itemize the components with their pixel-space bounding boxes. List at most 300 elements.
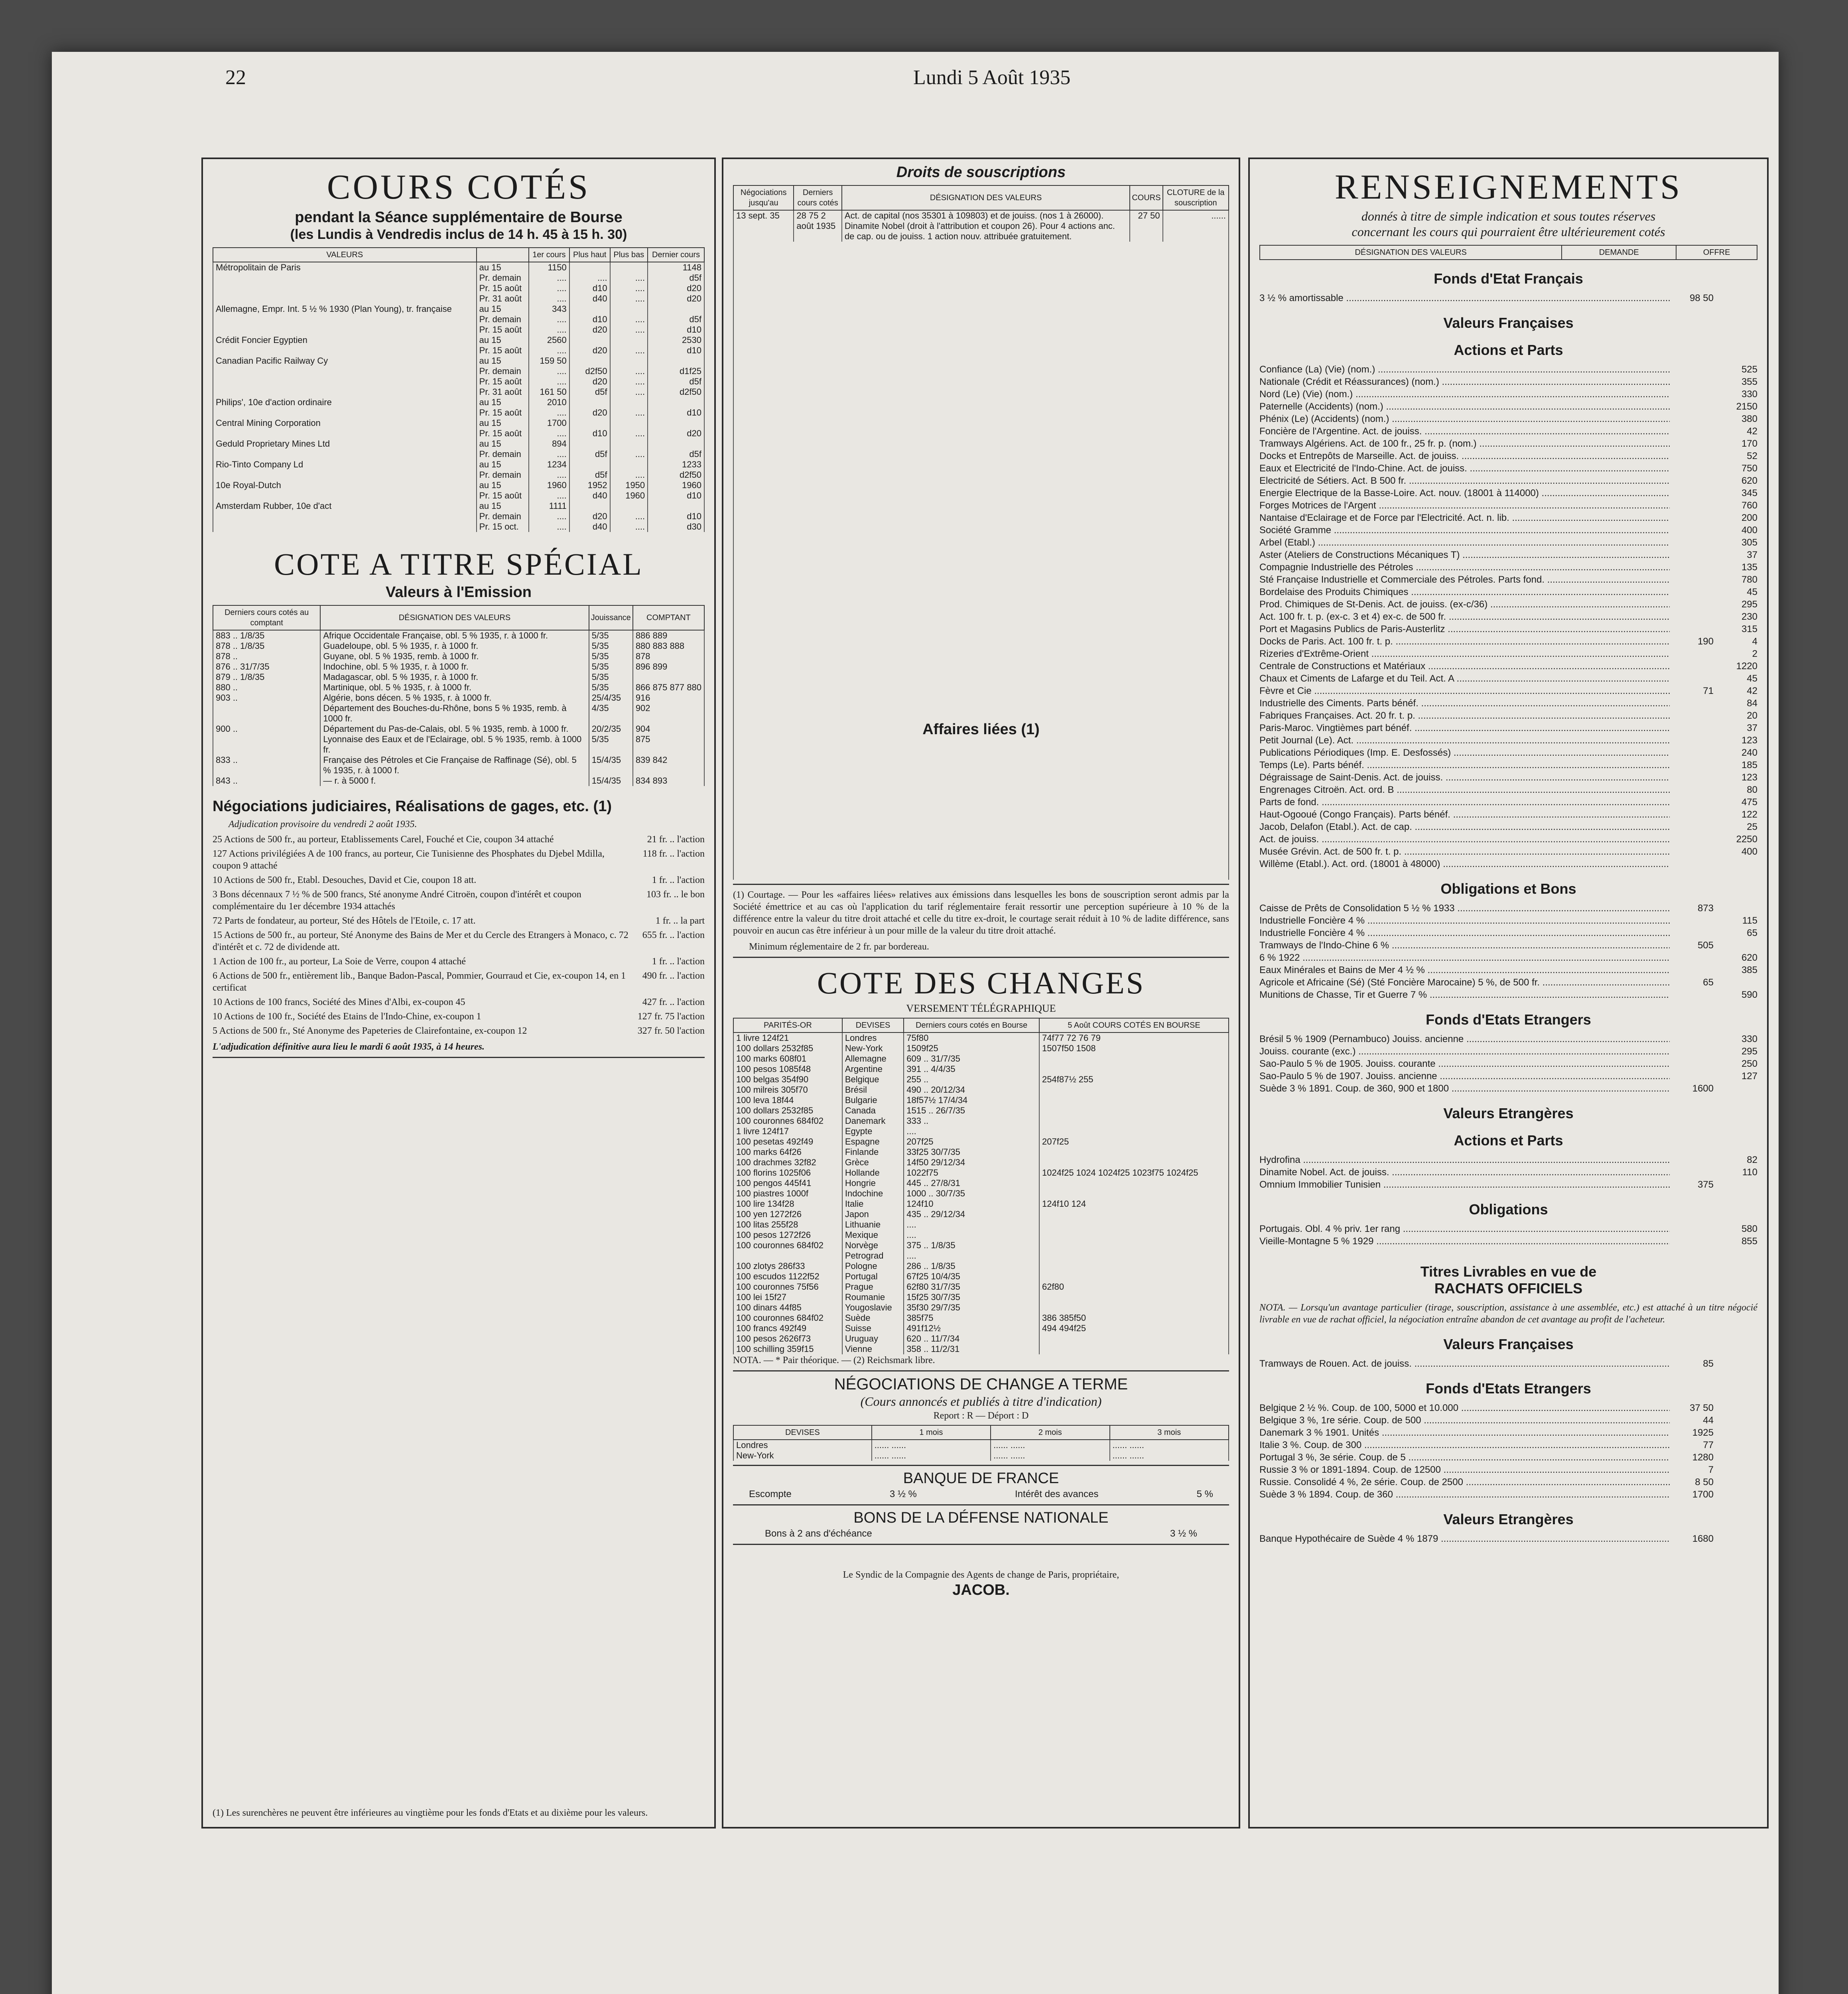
table-cell: d5f (569, 449, 610, 459)
offre (1714, 902, 1757, 914)
offre: 84 (1747, 698, 1757, 709)
table-cell (213, 376, 477, 387)
table-cell (569, 418, 610, 428)
table-cell: au 15 (477, 335, 529, 345)
table-row (213, 294, 704, 304)
table-cell: Métropolitain de Paris (213, 262, 477, 273)
valeur-name: Electricité de Sétiers. Act. B 500 fr. ..... (1259, 475, 1670, 487)
offre: 760 (1741, 500, 1757, 511)
valeur-name: Aster (Ateliers de Constructions Mécaniques T) ..... (1259, 549, 1670, 561)
adjudication-text: 10 Actions de 100 francs, Société des Mines d'Albi, ex-coupon 45 (213, 997, 465, 1007)
table-row (733, 1334, 1229, 1344)
valeur-row (1259, 858, 1757, 870)
table-cell: 883 .. 1/8/35 (213, 630, 320, 641)
devise: Danemark (842, 1116, 904, 1126)
parite-or: 100 pesos 2626f73 (733, 1334, 842, 1344)
table-row (213, 693, 704, 703)
table-row (213, 376, 704, 387)
demande (1670, 709, 1714, 722)
table-cell: .... (529, 428, 569, 439)
table-cell: 25/4/35 (589, 693, 633, 703)
table-cell: 5/35 (589, 672, 633, 682)
valeur-name: Tramways de l'Indo-Chine 6 % ..... (1259, 939, 1670, 952)
valeur-row (1259, 976, 1757, 989)
valeur-row (1259, 413, 1757, 425)
cours-cotes: 1024f25 1024 1024f25 1023f75 1024f25 (1039, 1168, 1229, 1178)
adjudication-price: 327 fr. 50 l'action (637, 1026, 705, 1036)
demande: 37 50 (1689, 1403, 1714, 1413)
cours-cotes (1039, 1095, 1229, 1105)
devise: Japon (842, 1209, 904, 1220)
adjudication-price: 1 fr. .. l'action (652, 956, 705, 967)
table-cell: d5f (648, 449, 704, 459)
dernier-cours: .... (904, 1126, 1039, 1137)
table-cell: 876 .. 31/7/35 (213, 662, 320, 672)
table-cell: d2f50 (648, 470, 704, 480)
valeur-name: Haut-Ogooué (Congo Français). Parts bénéf. ..... (1259, 808, 1670, 821)
table-cell (213, 294, 477, 304)
table-cell (610, 304, 648, 314)
section-title: Obligations et Bons (1440, 881, 1576, 897)
column-header: DEMANDE (1562, 245, 1676, 260)
valeur-name: Belgique 2 ½ %. Coup. de 100, 5000 et 10.000 ..... (1259, 1402, 1670, 1414)
demande (1670, 561, 1714, 573)
table-cell: Pr. demain (477, 449, 529, 459)
table-cell: d10 (648, 408, 704, 418)
offre: 123 (1741, 772, 1757, 783)
valeurs-emission-subtitle: Valeurs à l'Emission (386, 584, 532, 601)
table-row (213, 262, 704, 273)
page-number: 22 (225, 66, 246, 89)
valeur-row (1259, 1402, 1757, 1414)
parite-or: 100 milreis 305f70 (733, 1085, 842, 1095)
table-row (213, 345, 704, 356)
devise: Suisse (842, 1323, 904, 1334)
demande (1670, 808, 1714, 821)
table-cell: d10 (648, 491, 704, 501)
offre (1714, 976, 1757, 989)
table-cell: 5/35 (589, 651, 633, 662)
table-cell (569, 501, 610, 511)
offre: 123 (1741, 735, 1757, 746)
demande (1670, 1235, 1714, 1247)
offre (1714, 1402, 1757, 1414)
offre: 295 (1741, 599, 1757, 610)
valeur-name: Jacob, Delafon (Etabl.). Act. de cap. ..... (1259, 821, 1670, 833)
demande (1670, 964, 1714, 976)
table-cell: Française des Pétroles et Cie Française de Raffinage (Sé), obl. 5 % 1935, r. à 1000 f. (320, 755, 589, 776)
table-row (213, 325, 704, 335)
table-cell: d10 (569, 283, 610, 294)
valeur-row (1259, 499, 1757, 512)
valeur-name: Hydrofina ..... (1259, 1154, 1670, 1166)
table-cell: Pr. demain (477, 366, 529, 376)
valeur-row (1259, 914, 1757, 927)
offre: 1220 (1736, 661, 1757, 672)
column-header: 5 Août COURS COTÉS EN BOURSE (1039, 1018, 1229, 1032)
parite-or: 100 escudos 1122f52 (733, 1271, 842, 1282)
valeur-row (1259, 1451, 1757, 1464)
devise: Mexique (842, 1230, 904, 1240)
valeur-row (1259, 902, 1757, 914)
table-row (213, 418, 704, 428)
dernier-cours: 620 .. 11/7/34 (904, 1334, 1039, 1344)
table-cell: Central Mining Corporation (213, 418, 477, 428)
table-row (733, 1240, 1229, 1251)
valeur-row (1259, 586, 1757, 598)
table-row (213, 755, 704, 776)
table-cell (610, 459, 648, 470)
valeur-row (1259, 437, 1757, 450)
valeur-row (1259, 611, 1757, 623)
cours-cotes: 207f25 (1039, 1137, 1229, 1147)
cours-cotes-hours: (les Lundis à Vendredis inclus de 14 h. 45 à 15 h. 30) (290, 227, 627, 242)
table-cell: 5/35 (589, 630, 633, 641)
valeur-name: Caisse de Prêts de Consolidation 5 ½ % 1933 ..... (1259, 902, 1670, 914)
demande: 1700 (1692, 1489, 1714, 1500)
dernier-cours: 490 .. 20/12/34 (904, 1085, 1039, 1095)
valeur-row (1259, 734, 1757, 747)
valeur-name: Suède 3 % 1894. Coup. de 360 ..... (1259, 1488, 1670, 1501)
demande (1670, 450, 1714, 462)
valeur-name: Engrenages Citroën. Act. ord. B ..... (1259, 784, 1670, 796)
adjudication-text: 1 Action de 100 fr., au porteur, La Soie de Verre, coupon 4 attaché (213, 956, 466, 967)
offre: 2250 (1736, 834, 1757, 845)
table-cell: .... (569, 273, 610, 283)
demande (1670, 1070, 1714, 1082)
valeur-name: Paternelle (Accidents) (nom.) ..... (1259, 400, 1670, 413)
valeur-row (1259, 1439, 1757, 1451)
devise: Hollande (842, 1168, 904, 1178)
table-row (213, 651, 704, 662)
valeur-name: Société Gramme ..... (1259, 524, 1670, 536)
demande: 71 (1703, 686, 1714, 696)
demande (1670, 734, 1714, 747)
valeur-name: Confiance (La) (Vie) (nom.) ..... (1259, 363, 1670, 376)
demande: 1680 (1692, 1533, 1714, 1544)
cours-cotes (1039, 1116, 1229, 1126)
offre: 295 (1741, 1046, 1757, 1057)
valeur-row (1259, 573, 1757, 586)
table-row (733, 1074, 1229, 1085)
offre: 37 (1747, 723, 1757, 733)
column-header: 2 mois (991, 1425, 1109, 1440)
valeur-name: Agricole et Africaine (Sé) (Sté Foncière Marocaine) 5 %, de 500 fr. ..... (1259, 976, 1670, 989)
offre: 127 (1741, 1071, 1757, 1082)
demande (1670, 952, 1714, 964)
table-cell: 903 .. (213, 693, 320, 703)
valeur-name: Vieille-Montagne 5 % 1929 ..... (1259, 1235, 1670, 1247)
demande (1670, 660, 1714, 672)
adjudication-intro: Adjudication provisoire du vendredi 2 août 1935. (229, 819, 417, 830)
adjudication-text: 3 Bons décennaux 7 ½ % de 500 francs, Sté anonyme André Citroën, coupon d'intérêt et coupon complémentaire du 1er décembre 1934 attachés (213, 889, 581, 912)
parite-or: 1 livre 124f17 (733, 1126, 842, 1137)
valeur-name: Forges Motrices de l'Argent ..... (1259, 499, 1670, 512)
table-cell: 1960 (610, 491, 648, 501)
column-header: Plus haut (569, 248, 610, 262)
valeur-name: Tramways Algériens. Act. de 100 fr., 25 fr. p. (nom.) ..... (1259, 437, 1670, 450)
devise: Yougoslavie (842, 1302, 904, 1313)
parite-or: 100 pesos 1085f48 (733, 1064, 842, 1074)
table-cell: d5f (569, 470, 610, 480)
adjudication-price: 427 fr. .. l'action (642, 997, 705, 1007)
valeur-name: Fabriques Françaises. Act. 20 fr. t. p. ..... (1259, 709, 1670, 722)
offre: 855 (1741, 1236, 1757, 1247)
table-row (733, 1313, 1229, 1323)
table-cell (213, 449, 477, 459)
valeur-name: Eaux Minérales et Bains de Mer 4 ½ % ..... (1259, 964, 1670, 976)
offre: 345 (1741, 488, 1757, 498)
table-cell: 2530 (648, 335, 704, 345)
valeur-name: Nord (Le) (Vie) (nom.) ..... (1259, 388, 1670, 400)
devise: Egypte (842, 1126, 904, 1137)
valeur-row (1259, 1070, 1757, 1082)
offre: 780 (1741, 574, 1757, 585)
column-header: DEVISES (733, 1425, 872, 1440)
valeur-row (1259, 1045, 1757, 1058)
demande (1670, 1045, 1714, 1058)
valeur-row (1259, 685, 1757, 697)
demande (1670, 771, 1714, 784)
demande (1670, 598, 1714, 611)
adjudication-item (213, 970, 705, 994)
section-title: Actions et Parts (1454, 1132, 1563, 1149)
parite-or: 100 francs 492f49 (733, 1323, 842, 1334)
table-cell: au 15 (477, 356, 529, 366)
parite-or: 100 dollars 2532f85 (733, 1043, 842, 1054)
offre: 230 (1741, 611, 1757, 622)
valeur-row (1259, 549, 1757, 561)
dernier-cours: 255 .. (904, 1074, 1039, 1085)
valeur-name: Banque Hypothécaire de Suède 4 % 1879 ..... (1259, 1533, 1670, 1545)
table-cell: d30 (648, 522, 704, 532)
bons-defense-title: BONS DE LA DÉFENSE NATIONALE (853, 1509, 1109, 1526)
offre: 380 (1741, 414, 1757, 424)
devise: Prague (842, 1282, 904, 1292)
affaires-liees-label: Affaires liées (1) (922, 721, 1040, 738)
dernier-cours: 333 .. (904, 1116, 1039, 1126)
table-cell: .... (529, 273, 569, 283)
table-cell: 866 875 877 880 (633, 682, 704, 693)
table-cell (648, 397, 704, 408)
table-row (213, 470, 704, 480)
table-row (733, 1157, 1229, 1168)
table-row (213, 408, 704, 418)
offre: 620 (1741, 952, 1757, 963)
valeur-name: Centrale de Constructions et Matériaux ..... (1259, 660, 1670, 672)
valeur-row (1259, 1476, 1757, 1488)
table-cell: 1150 (529, 262, 569, 273)
offre (1714, 292, 1757, 304)
demande (1670, 858, 1714, 870)
cours-cotes (1039, 1054, 1229, 1064)
offre: 2150 (1736, 401, 1757, 412)
dernier-cours: 124f10 (904, 1199, 1039, 1209)
table-row (213, 397, 704, 408)
offre: 20 (1747, 710, 1757, 721)
demande: 505 (1697, 940, 1714, 951)
demande: 7 (1708, 1464, 1714, 1475)
table-cell: ...... ...... (991, 1450, 1109, 1461)
offre: 400 (1741, 525, 1757, 536)
table-row (213, 511, 704, 522)
table-cell: d20 (569, 345, 610, 356)
offre (1714, 1082, 1757, 1095)
valeur-row (1259, 450, 1757, 462)
demande (1670, 784, 1714, 796)
valeur-name: Russie 3 % or 1891-1894. Coup. de 12500 ..... (1259, 1464, 1670, 1476)
dernier-cours: 15f25 30/7/35 (904, 1292, 1039, 1302)
valeur-row (1259, 833, 1757, 845)
demande (1670, 376, 1714, 388)
offre (1714, 939, 1757, 952)
table-cell: 834 893 (633, 776, 704, 786)
table-cell (213, 366, 477, 376)
table-cell: d2f50 (569, 366, 610, 376)
table-cell: au 15 (477, 501, 529, 511)
table-cell: ...... ...... (1110, 1450, 1229, 1461)
table-cell: 1960 (529, 480, 569, 491)
valeur-row (1259, 1166, 1757, 1178)
cote-titre-special-title: COTE A TITRE SPÉCIAL (274, 547, 643, 581)
column-header: OFFRE (1676, 245, 1757, 260)
table-row (213, 703, 704, 724)
table-cell: 894 (529, 439, 569, 449)
offre: 115 (1742, 915, 1757, 926)
table-cell (648, 439, 704, 449)
valeur-name: Temps (Le). Parts bénéf. ..... (1259, 759, 1670, 771)
table-cell (569, 356, 610, 366)
adjudication-item (213, 848, 705, 872)
table-cell (569, 459, 610, 470)
cours-cotes (1039, 1334, 1229, 1344)
cours-cotes: 386 385f50 (1039, 1313, 1229, 1323)
cours-cotes (1039, 1240, 1229, 1251)
table-row (213, 335, 704, 345)
demande: 65 (1703, 977, 1714, 988)
demande (1670, 586, 1714, 598)
table-cell: 27 50 (1130, 210, 1162, 242)
parite-or: 100 schilling 359f15 (733, 1344, 842, 1354)
parite-or: 100 yen 1272f26 (733, 1209, 842, 1220)
table-row (213, 356, 704, 366)
table-cell (610, 501, 648, 511)
table-row (213, 662, 704, 672)
renseignements-subtitle-1: donnés à titre de simple indication et sous toutes réserves (1361, 209, 1656, 223)
demande: 1925 (1692, 1427, 1714, 1438)
table-row (733, 1344, 1229, 1354)
table-cell: d5f (648, 314, 704, 325)
adjudication-item (213, 996, 705, 1008)
valeur-row (1259, 623, 1757, 635)
section-title: Valeurs Françaises (1443, 1336, 1574, 1352)
table-row (213, 734, 704, 755)
table-row (733, 1220, 1229, 1230)
parite-or: 100 marks 608f01 (733, 1054, 842, 1064)
parite-or: 100 pengos 445f41 (733, 1178, 842, 1188)
column-header: Négociations jusqu'au (733, 185, 794, 210)
demande: 8 50 (1695, 1477, 1714, 1488)
table-cell: 878 .. 1/8/35 (213, 641, 320, 651)
table-row (733, 1323, 1229, 1334)
courtage-minimum: Minimum réglementaire de 2 fr. par bordereau. (749, 942, 929, 952)
valeur-name: Dégraissage de Saint-Denis. Act. de jouiss. ..... (1259, 771, 1670, 784)
table-row (733, 210, 1229, 242)
dernier-cours: 385f75 (904, 1313, 1039, 1323)
valeur-row (1259, 808, 1757, 821)
offre: 200 (1741, 512, 1757, 523)
table-cell: ...... (1163, 210, 1229, 242)
cours-cotes (1039, 1188, 1229, 1199)
escompte-label: Escompte (749, 1489, 792, 1499)
table-cell: 1950 (610, 480, 648, 491)
parite-or: 100 couronnes 684f02 (733, 1116, 842, 1126)
table-cell: 880 .. (213, 682, 320, 693)
table-cell (213, 491, 477, 501)
demande (1670, 400, 1714, 413)
table-cell: Crédit Foncier Egyptien (213, 335, 477, 345)
cote-changes-title: COTE DES CHANGES (817, 965, 1145, 1000)
table-cell: 896 899 (633, 662, 704, 672)
cours-cotes: 494 494f25 (1039, 1323, 1229, 1334)
table-cell: — r. à 5000 f. (320, 776, 589, 786)
cours-cotes (1039, 1271, 1229, 1282)
dernier-cours: 609 .. 31/7/35 (904, 1054, 1039, 1064)
offre (1714, 1464, 1757, 1476)
table-cell: au 15 (477, 480, 529, 491)
table-row (213, 724, 704, 734)
table-row (213, 641, 704, 651)
table-cell: Pr. 15 août (477, 345, 529, 356)
offre (1714, 1439, 1757, 1451)
demande (1670, 1166, 1714, 1178)
table-cell: 1148 (648, 262, 704, 273)
table-cell: d10 (569, 314, 610, 325)
offre: 25 (1747, 822, 1757, 832)
table-cell: .... (610, 366, 648, 376)
offre: 110 (1742, 1167, 1757, 1178)
table-cell: Guyane, obl. 5 % 1935, remb. à 1000 fr. (320, 651, 589, 662)
column-header: 1er cours (529, 248, 569, 262)
table-cell (569, 262, 610, 273)
table-cell: 15/4/35 (589, 776, 633, 786)
table-cell: ...... ...... (991, 1440, 1109, 1450)
titre-special-table (213, 605, 705, 786)
table-cell: d5f (648, 376, 704, 387)
adjudication-item (213, 956, 705, 967)
valeur-row (1259, 1488, 1757, 1501)
table-row (733, 1054, 1229, 1064)
table-cell: Pr. 15 août (477, 376, 529, 387)
table-cell (610, 418, 648, 428)
table-row (733, 1126, 1229, 1137)
valeur-name: 6 % 1922 ..... (1259, 952, 1670, 964)
table-cell (569, 397, 610, 408)
valeur-name: Sao-Paulo 5 % de 1907. Jouiss. ancienne ..... (1259, 1070, 1670, 1082)
table-cell: .... (610, 428, 648, 439)
devise: Indochine (842, 1188, 904, 1199)
table-row (733, 1064, 1229, 1074)
table-cell: d10 (569, 428, 610, 439)
devise: Uruguay (842, 1334, 904, 1344)
offre: 4 (1752, 636, 1757, 647)
offre: 475 (1741, 797, 1757, 808)
dernier-cours: .... (904, 1230, 1039, 1240)
table-cell: d2f50 (648, 387, 704, 397)
offre (1714, 1358, 1757, 1370)
table-cell: .... (610, 376, 648, 387)
valeur-row (1259, 561, 1757, 573)
